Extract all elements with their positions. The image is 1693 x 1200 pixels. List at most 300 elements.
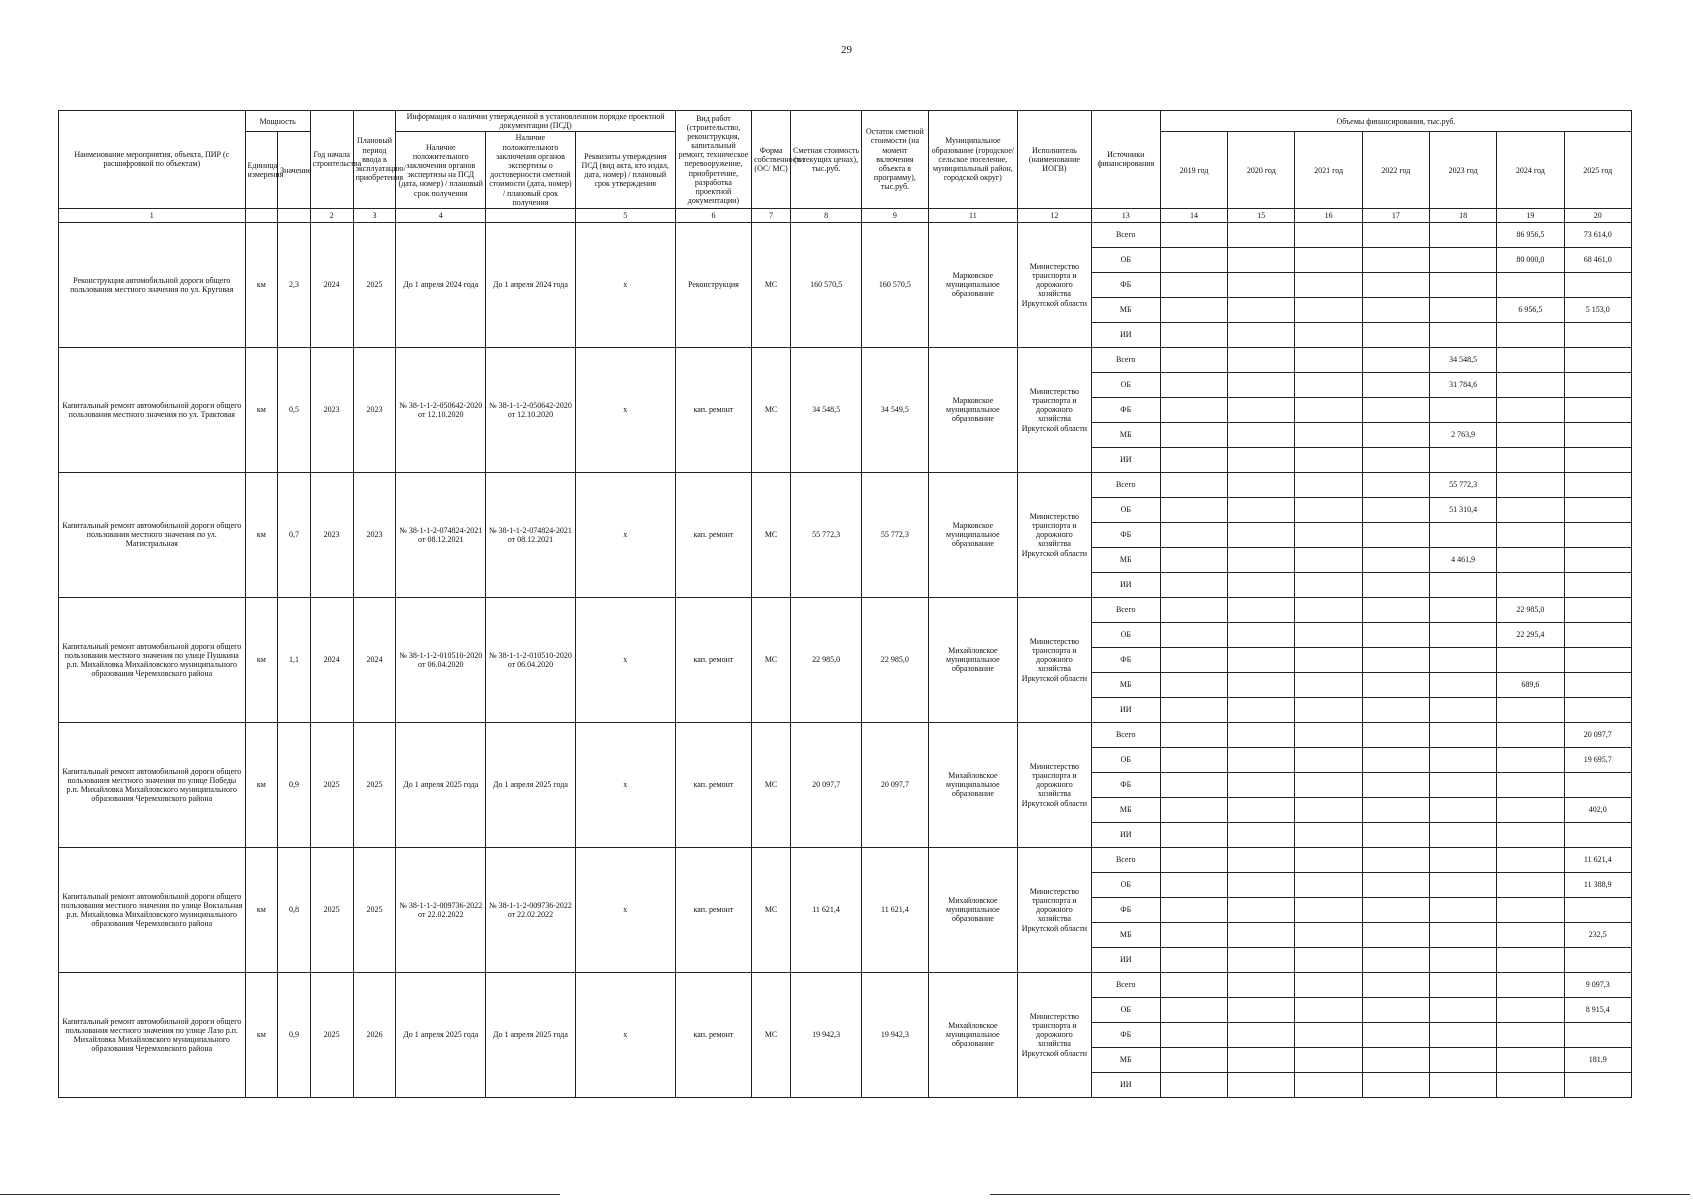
funding-amount xyxy=(1160,922,1227,947)
unit-cell: км xyxy=(245,222,278,347)
capacity-value: 0,9 xyxy=(278,972,311,1097)
estimated-cost: 22 985,0 xyxy=(790,597,861,722)
column-number xyxy=(278,208,311,222)
funding-amount xyxy=(1228,1047,1295,1072)
funding-amount xyxy=(1362,1047,1429,1072)
funding-amount xyxy=(1497,572,1564,597)
funding-amount xyxy=(1497,522,1564,547)
municipality: Марковское муниципальное образование xyxy=(928,222,1018,347)
funding-amount xyxy=(1362,947,1429,972)
funding-amount: 86 956,5 xyxy=(1497,222,1564,247)
funding-amount xyxy=(1564,1072,1632,1097)
funding-amount xyxy=(1295,647,1362,672)
funding-amount: 8 915,4 xyxy=(1564,997,1632,1022)
funding-source: МБ xyxy=(1091,797,1160,822)
capacity-value: 2,3 xyxy=(278,222,311,347)
estimated-cost: 160 570,5 xyxy=(790,222,861,347)
funding-amount: 181,9 xyxy=(1564,1047,1632,1072)
funding-amount xyxy=(1362,522,1429,547)
unit-cell: км xyxy=(245,597,278,722)
funding-amount xyxy=(1160,472,1227,497)
funding-amount xyxy=(1564,372,1632,397)
psd-positive: До 1 апреля 2025 года xyxy=(396,972,486,1097)
column-number: 5 xyxy=(575,208,675,222)
funding-source: Всего xyxy=(1091,722,1160,747)
funding-amount xyxy=(1564,472,1632,497)
funding-source: ФБ xyxy=(1091,647,1160,672)
funding-amount xyxy=(1160,572,1227,597)
funding-amount xyxy=(1497,447,1564,472)
header-value: Значение xyxy=(278,132,311,209)
header-volumes: Объемы финансирования, тыс.руб. xyxy=(1160,111,1631,132)
work-type: кап. ремонт xyxy=(675,722,751,847)
plan-period: 2026 xyxy=(353,972,396,1097)
header-unit: Единица измерения xyxy=(245,132,278,209)
funding-amount xyxy=(1362,847,1429,872)
plan-period: 2025 xyxy=(353,222,396,347)
funding-amount xyxy=(1362,922,1429,947)
header-psd-positive: Наличие положительного заключения органов экспертизы на ПСД (дата, номер) / плановый срок получения xyxy=(396,132,486,209)
column-number: 18 xyxy=(1429,208,1496,222)
funding-amount xyxy=(1228,747,1295,772)
funding-amount xyxy=(1429,847,1496,872)
funding-amount xyxy=(1497,897,1564,922)
header-ownership: Форма собственности (ОС/ МС) xyxy=(752,111,791,209)
funding-amount xyxy=(1429,722,1496,747)
funding-amount xyxy=(1295,797,1362,822)
funding-amount xyxy=(1497,797,1564,822)
funding-amount xyxy=(1362,247,1429,272)
funding-source: ИИ xyxy=(1091,947,1160,972)
funding-amount: 11 388,9 xyxy=(1564,872,1632,897)
funding-amount xyxy=(1362,297,1429,322)
funding-amount xyxy=(1295,872,1362,897)
funding-amount: 55 772,3 xyxy=(1429,472,1496,497)
funding-amount xyxy=(1564,1022,1632,1047)
column-number: 9 xyxy=(862,208,928,222)
funding-amount: 73 614,0 xyxy=(1564,222,1632,247)
funding-amount: 80 000,0 xyxy=(1497,247,1564,272)
funding-amount xyxy=(1228,897,1295,922)
column-number: 14 xyxy=(1160,208,1227,222)
funding-amount xyxy=(1295,1022,1362,1047)
funding-amount xyxy=(1160,322,1227,347)
header-psd-requisites: Реквизиты утверждения ПСД (вид акта, кто издал, дата, номер) / плановый срок утверждения xyxy=(575,132,675,209)
funding-amount xyxy=(1564,347,1632,372)
header-capacity: Мощность xyxy=(245,111,310,132)
table-row xyxy=(59,722,1632,747)
psd-cost-check: № 38-1-1-2-050642-2020 от 12.10.2020 xyxy=(486,347,576,472)
estimated-cost: 11 621,4 xyxy=(790,847,861,972)
funding-amount xyxy=(1228,997,1295,1022)
funding-amount xyxy=(1429,572,1496,597)
work-type: кап. ремонт xyxy=(675,847,751,972)
funding-amount xyxy=(1564,947,1632,972)
municipality: Михайловское муниципальное образование xyxy=(928,597,1018,722)
funding-amount xyxy=(1160,422,1227,447)
ownership: МС xyxy=(752,972,791,1097)
funding-amount: 34 548,5 xyxy=(1429,347,1496,372)
plan-period: 2023 xyxy=(353,472,396,597)
psd-requisites: х xyxy=(575,847,675,972)
funding-amount xyxy=(1497,697,1564,722)
funding-amount xyxy=(1228,672,1295,697)
project-name: Капитальный ремонт автомобильной дороги общего пользования местного значения по улице Победы р.п. Михайловка Михайловского муниципального образования Черемховского района xyxy=(59,722,246,847)
funding-amount xyxy=(1228,772,1295,797)
column-number xyxy=(486,208,576,222)
funding-amount xyxy=(1295,622,1362,647)
funding-amount xyxy=(1429,922,1496,947)
funding-amount xyxy=(1295,672,1362,697)
funding-amount xyxy=(1497,372,1564,397)
funding-source: ОБ xyxy=(1091,372,1160,397)
funding-amount xyxy=(1362,1072,1429,1097)
funding-amount xyxy=(1564,572,1632,597)
funding-amount xyxy=(1429,897,1496,922)
executor: Министерство транспорта и дорожного хозяйства Иркутской области xyxy=(1018,972,1091,1097)
funding-amount xyxy=(1228,247,1295,272)
unit-cell: км xyxy=(245,347,278,472)
header-remaining-cost: Остаток сметной стоимости (на момент включения объекта в программу), тыс.руб. xyxy=(862,111,928,209)
executor: Министерство транспорта и дорожного хозяйства Иркутской области xyxy=(1018,847,1091,972)
header-year: 2021 год xyxy=(1295,132,1362,209)
funding-amount xyxy=(1228,372,1295,397)
funding-amount xyxy=(1295,847,1362,872)
funding-amount xyxy=(1228,572,1295,597)
funding-amount xyxy=(1228,1022,1295,1047)
funding-amount xyxy=(1429,322,1496,347)
funding-amount xyxy=(1160,597,1227,622)
funding-amount xyxy=(1564,497,1632,522)
header-year: 2025 год xyxy=(1564,132,1632,209)
funding-amount xyxy=(1228,547,1295,572)
funding-amount xyxy=(1160,247,1227,272)
remaining-cost: 20 097,7 xyxy=(862,722,928,847)
funding-amount xyxy=(1362,722,1429,747)
funding-source: Всего xyxy=(1091,972,1160,997)
funding-amount: 5 153,0 xyxy=(1564,297,1632,322)
project-name: Капитальный ремонт автомобильной дороги общего пользования местного значения по ул. Магистральная xyxy=(59,472,246,597)
funding-source: ОБ xyxy=(1091,622,1160,647)
funding-amount xyxy=(1228,597,1295,622)
header-work-type: Вид работ (строительство, реконструкция, капитальный ремонт, техническое перевооружение, приобретение, разработка проектной документации) xyxy=(675,111,751,209)
funding-amount xyxy=(1295,597,1362,622)
estimated-cost: 20 097,7 xyxy=(790,722,861,847)
funding-amount xyxy=(1295,397,1362,422)
funding-amount xyxy=(1497,1022,1564,1047)
funding-amount: 22 985,0 xyxy=(1497,597,1564,622)
column-number: 8 xyxy=(790,208,861,222)
funding-amount: 4 461,9 xyxy=(1429,547,1496,572)
funding-amount xyxy=(1362,997,1429,1022)
funding-amount xyxy=(1362,672,1429,697)
funding-amount xyxy=(1362,347,1429,372)
column-number xyxy=(245,208,278,222)
funding-amount xyxy=(1362,647,1429,672)
funding-amount xyxy=(1295,247,1362,272)
funding-source: ФБ xyxy=(1091,522,1160,547)
remaining-cost: 19 942,3 xyxy=(862,972,928,1097)
work-type: кап. ремонт xyxy=(675,597,751,722)
plan-period: 2025 xyxy=(353,847,396,972)
funding-amount xyxy=(1228,347,1295,372)
executor: Министерство транспорта и дорожного хозяйства Иркутской области xyxy=(1018,597,1091,722)
municipality: Марковское муниципальное образование xyxy=(928,472,1018,597)
funding-amount xyxy=(1295,697,1362,722)
funding-amount xyxy=(1362,772,1429,797)
psd-positive: До 1 апреля 2025 года xyxy=(396,722,486,847)
unit-cell: км xyxy=(245,472,278,597)
column-number: 19 xyxy=(1497,208,1564,222)
funding-amount xyxy=(1497,822,1564,847)
funding-amount xyxy=(1362,372,1429,397)
funding-amount: 51 310,4 xyxy=(1429,497,1496,522)
column-number: 2 xyxy=(310,208,353,222)
funding-amount xyxy=(1362,497,1429,522)
funding-amount xyxy=(1497,847,1564,872)
column-number: 20 xyxy=(1564,208,1632,222)
funding-amount xyxy=(1295,372,1362,397)
table-row xyxy=(59,597,1632,622)
funding-amount xyxy=(1228,797,1295,822)
executor: Министерство транспорта и дорожного хозяйства Иркутской области xyxy=(1018,222,1091,347)
funding-amount xyxy=(1228,1072,1295,1097)
remaining-cost: 55 772,3 xyxy=(862,472,928,597)
funding-amount xyxy=(1228,697,1295,722)
funding-amount xyxy=(1429,822,1496,847)
ownership: МС xyxy=(752,472,791,597)
year-start: 2024 xyxy=(310,222,353,347)
funding-amount xyxy=(1160,272,1227,297)
funding-amount xyxy=(1160,1022,1227,1047)
remaining-cost: 34 549,5 xyxy=(862,347,928,472)
funding-amount xyxy=(1362,422,1429,447)
funding-source: Всего xyxy=(1091,597,1160,622)
funding-source: ОБ xyxy=(1091,872,1160,897)
funding-amount xyxy=(1429,447,1496,472)
project-name: Реконструкция автомобильной дороги общего пользования местного значения по ул. Круговая xyxy=(59,222,246,347)
funding-source: ФБ xyxy=(1091,397,1160,422)
funding-source: ОБ xyxy=(1091,497,1160,522)
header-year: 2024 год xyxy=(1497,132,1564,209)
funding-amount xyxy=(1228,422,1295,447)
psd-cost-check: До 1 апреля 2024 года xyxy=(486,222,576,347)
funding-amount xyxy=(1564,897,1632,922)
psd-cost-check: До 1 апреля 2025 года xyxy=(486,722,576,847)
municipality: Михайловское муниципальное образование xyxy=(928,972,1018,1097)
funding-amount xyxy=(1362,472,1429,497)
municipality: Михайловское муниципальное образование xyxy=(928,847,1018,972)
funding-amount xyxy=(1564,397,1632,422)
funding-source: Всего xyxy=(1091,472,1160,497)
table-row xyxy=(59,347,1632,372)
funding-amount xyxy=(1160,1072,1227,1097)
funding-amount xyxy=(1228,222,1295,247)
column-number: 17 xyxy=(1362,208,1429,222)
funding-amount xyxy=(1160,1047,1227,1072)
funding-amount xyxy=(1228,722,1295,747)
funding-amount xyxy=(1295,922,1362,947)
funding-source: ФБ xyxy=(1091,1022,1160,1047)
funding-amount xyxy=(1497,347,1564,372)
funding-amount xyxy=(1564,647,1632,672)
header-name: Наименование мероприятия, объекта, ПИР (с расшифровкой по объектам) xyxy=(59,111,246,209)
funding-amount xyxy=(1228,647,1295,672)
funding-amount xyxy=(1295,272,1362,297)
estimated-cost: 19 942,3 xyxy=(790,972,861,1097)
municipality: Марковское муниципальное образование xyxy=(928,347,1018,472)
column-number: 11 xyxy=(928,208,1018,222)
plan-period: 2024 xyxy=(353,597,396,722)
funding-amount xyxy=(1362,822,1429,847)
funding-amount xyxy=(1429,697,1496,722)
funding-amount xyxy=(1564,322,1632,347)
year-start: 2025 xyxy=(310,847,353,972)
funding-amount xyxy=(1160,772,1227,797)
work-type: Реконструкция xyxy=(675,222,751,347)
funding-amount xyxy=(1497,922,1564,947)
column-number: 6 xyxy=(675,208,751,222)
psd-requisites: х xyxy=(575,222,675,347)
funding-source: ИИ xyxy=(1091,322,1160,347)
funding-amount xyxy=(1497,747,1564,772)
work-type: кап. ремонт xyxy=(675,972,751,1097)
year-start: 2025 xyxy=(310,722,353,847)
funding-amount xyxy=(1429,1047,1496,1072)
funding-amount xyxy=(1362,322,1429,347)
funding-amount xyxy=(1564,597,1632,622)
psd-cost-check: До 1 апреля 2025 года xyxy=(486,972,576,1097)
funding-amount xyxy=(1429,397,1496,422)
funding-amount xyxy=(1429,972,1496,997)
funding-amount xyxy=(1564,447,1632,472)
remaining-cost: 11 621,4 xyxy=(862,847,928,972)
funding-amount xyxy=(1160,647,1227,672)
funding-amount xyxy=(1295,897,1362,922)
funding-amount xyxy=(1362,897,1429,922)
funding-source: Всего xyxy=(1091,347,1160,372)
psd-positive: № 38-1-1-2-074824-2021 от 08.12.2021 xyxy=(396,472,486,597)
table-row xyxy=(59,847,1632,872)
unit-cell: км xyxy=(245,972,278,1097)
funding-amount xyxy=(1362,797,1429,822)
column-number: 13 xyxy=(1091,208,1160,222)
funding-amount xyxy=(1564,272,1632,297)
funding-amount xyxy=(1564,522,1632,547)
executor: Министерство транспорта и дорожного хозяйства Иркутской области xyxy=(1018,472,1091,597)
funding-amount xyxy=(1295,1072,1362,1097)
header-psd-info: Информация о наличии утвержденной в установленном порядке проектной документации (ПСД) xyxy=(396,111,675,132)
funding-amount xyxy=(1497,872,1564,897)
table-row xyxy=(59,472,1632,497)
column-numbers-row xyxy=(59,208,1632,222)
funding-source: МБ xyxy=(1091,922,1160,947)
funding-amount xyxy=(1429,672,1496,697)
funding-amount xyxy=(1160,222,1227,247)
funding-source: МБ xyxy=(1091,422,1160,447)
funding-amount: 31 784,6 xyxy=(1429,372,1496,397)
header-psd-cost: Наличие положительного заключения органов экспертизы о достоверности сметной стоимости (дата, номер) / плановый срок получения xyxy=(486,132,576,209)
funding-amount: 232,5 xyxy=(1564,922,1632,947)
funding-amount xyxy=(1160,847,1227,872)
funding-amount xyxy=(1160,797,1227,822)
funding-amount xyxy=(1228,447,1295,472)
ownership: МС xyxy=(752,222,791,347)
funding-amount xyxy=(1497,547,1564,572)
funding-amount xyxy=(1362,222,1429,247)
funding-amount xyxy=(1160,747,1227,772)
funding-amount xyxy=(1228,922,1295,947)
plan-period: 2025 xyxy=(353,722,396,847)
funding-amount xyxy=(1497,947,1564,972)
project-name: Капитальный ремонт автомобильной дороги общего пользования местного значения по улице Вокзальная р.п. Михайловка Михайловского муниципального образования Черемховского района xyxy=(59,847,246,972)
column-number: 4 xyxy=(396,208,486,222)
funding-amount xyxy=(1564,672,1632,697)
work-type: кап. ремонт xyxy=(675,472,751,597)
funding-amount xyxy=(1497,972,1564,997)
funding-amount xyxy=(1564,772,1632,797)
funding-amount xyxy=(1160,697,1227,722)
psd-positive: № 38-1-1-2-050642-2020 от 12.10.2020 xyxy=(396,347,486,472)
funding-source: ИИ xyxy=(1091,572,1160,597)
funding-amount xyxy=(1295,322,1362,347)
funding-amount xyxy=(1295,747,1362,772)
funding-amount xyxy=(1160,347,1227,372)
funding-amount xyxy=(1429,597,1496,622)
funding-amount: 20 097,7 xyxy=(1564,722,1632,747)
funding-amount xyxy=(1160,622,1227,647)
psd-cost-check: № 38-1-1-2-074824-2021 от 08.12.2021 xyxy=(486,472,576,597)
project-name: Капитальный ремонт автомобильной дороги общего пользования местного значения по улице Пушкина р.п. Михайловка Михайловского муниципального образования Черемховского района xyxy=(59,597,246,722)
funding-amount xyxy=(1497,272,1564,297)
funding-amount xyxy=(1429,297,1496,322)
funding-amount xyxy=(1295,422,1362,447)
funding-amount xyxy=(1160,822,1227,847)
funding-amount xyxy=(1295,222,1362,247)
funding-amount xyxy=(1295,572,1362,597)
year-start: 2023 xyxy=(310,347,353,472)
funding-amount xyxy=(1497,997,1564,1022)
funding-amount xyxy=(1160,447,1227,472)
column-number: 12 xyxy=(1018,208,1091,222)
funding-amount: 19 695,7 xyxy=(1564,747,1632,772)
funding-source: ИИ xyxy=(1091,1072,1160,1097)
funding-amount xyxy=(1160,397,1227,422)
funding-amount xyxy=(1362,872,1429,897)
funding-amount xyxy=(1429,522,1496,547)
funding-amount xyxy=(1228,947,1295,972)
funding-amount: 6 956,5 xyxy=(1497,297,1564,322)
funding-amount xyxy=(1295,297,1362,322)
funding-amount xyxy=(1160,497,1227,522)
scan-edge-line xyxy=(0,1194,560,1195)
funding-amount xyxy=(1362,972,1429,997)
psd-requisites: х xyxy=(575,972,675,1097)
funding-amount: 402,0 xyxy=(1564,797,1632,822)
psd-requisites: х xyxy=(575,472,675,597)
psd-positive: № 38-1-1-2-010510-2020 от 06.04.2020 xyxy=(396,597,486,722)
column-number: 3 xyxy=(353,208,396,222)
funding-amount xyxy=(1429,647,1496,672)
funding-amount xyxy=(1160,872,1227,897)
header-year: 2022 год xyxy=(1362,132,1429,209)
column-number: 15 xyxy=(1228,208,1295,222)
year-start: 2023 xyxy=(310,472,353,597)
header-year-start: Год начала строительства xyxy=(310,111,353,209)
funding-amount xyxy=(1497,422,1564,447)
funding-amount xyxy=(1497,322,1564,347)
funding-amount xyxy=(1429,247,1496,272)
